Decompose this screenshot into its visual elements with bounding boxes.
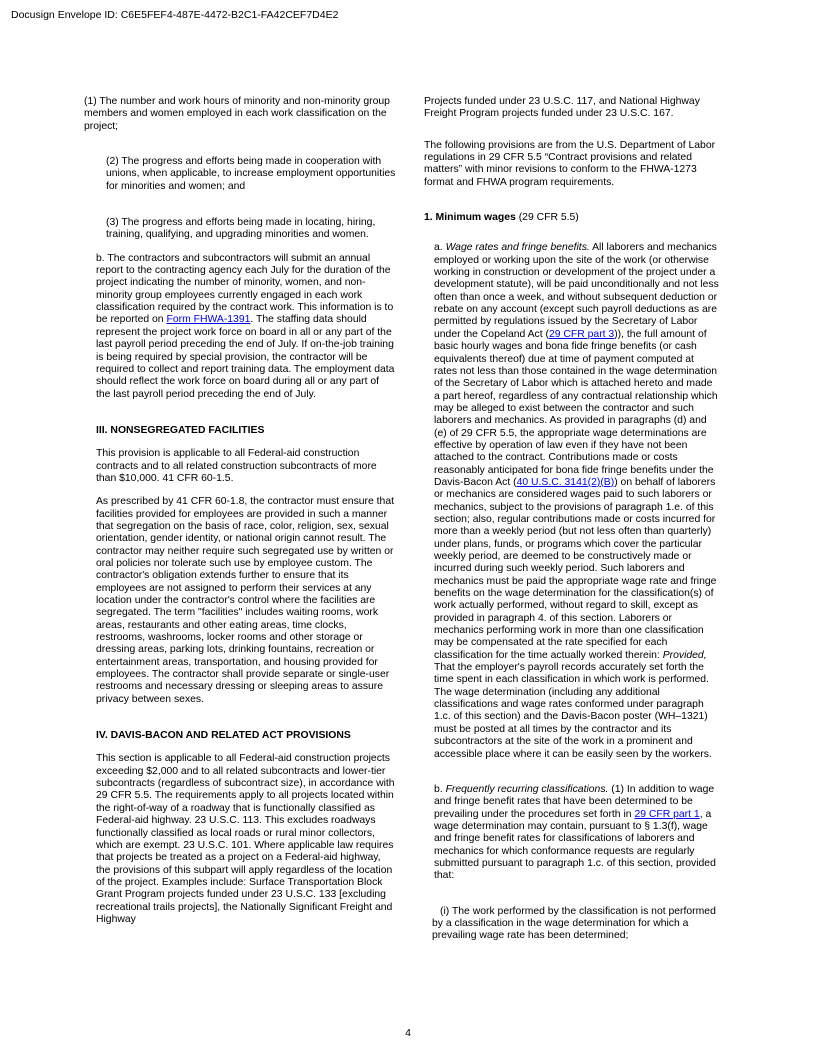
heading-nonsegregated-facilities: III. NONSEGREGATED FACILITIES [96, 424, 265, 436]
heading-davis-bacon: IV. DAVIS-BACON AND RELATED ACT PROVISIONS [96, 730, 351, 742]
paragraph-dol-provisions: The following provisions are from the U.S. Department of Labor regulations in 29 CFR 5.5 “Contract provisions and related matters” with minor revisions to conform to the FHWA-1273 format and FHWA program requirements. [424, 139, 716, 188]
right-column [424, 96, 719, 943]
paragraph-b-title: Frequently recurring classifications. [445, 783, 609, 795]
page-number: 4 [405, 1027, 411, 1039]
paragraph-applicability: This provision is applicable to all Federal-aid construction contracts and to all related construction subcontracts of more than $10,000. 41 CFR 60-1.5. [96, 448, 377, 484]
form-fhwa-1391-link[interactable]: Form FHWA-1391 [166, 314, 251, 326]
40-usc-3141-link[interactable]: 40 U.S.C. 3141(2)(B) [516, 476, 615, 488]
heading-minimum-wages [424, 212, 719, 224]
paragraph-a-text-2: )), the full amount of basic hourly wages and bona fide fringe benefits (or cash equivalents thereof) due at time of payment computed at rates not less than those contained in the wage determination of the Secretary of Labor which is attached hereto and made a part hereof, regardless of any contractual relationship which may be alleged to exist between the contractor and such laborers and mechanics. As provided in paragraphs (d) and (e) of 29 CFR 5.5, the appropriate wage determinations are effective by operation of law even if they have not been attached to the contract. Contributions made or costs reasonably anticipated for bona fide fringe benefits under the Davis-Bacon Act ( [434, 328, 718, 488]
paragraph-facilities: As prescribed by 41 CFR 60-1.8, the contractor must ensure that facilities provided for employees are provided in such a manner that segregation on the basis of race, color, religion, sex, sexual orientation, gender identity, or national origin cannot result. The contractor may neither require such segregated use by written or oral policies nor tolerate such use by employee custom. The contractor's obligation extends further to ensure that its employees are not assigned to perform their services at any location under the contractor's control where the facilities are segregated. The term "facilities" includes waiting rooms, work areas, restaurants and other eating areas, time clocks, restrooms, washrooms, locker rooms and other storage or dressing areas, parking lots, drinking fountains, recreation or entertainment areas, transportation, and housing provided for employees. The contractor shall provide separate or single-user restrooms and necessary dressing or sleeping areas to assure privacy between sexes. [96, 496, 395, 705]
paragraph-projects-funded: Projects funded under 23 U.S.C. 117, and National Highway Freight Program projects funded under 23 U.S.C. 167. [424, 96, 700, 120]
paragraph-a-text-1: All laborers and mechanics employed or working upon the site of the work (or otherwise working in construction or development of the project under a development statute), will be paid unconditionally and not less often than once a week, and without subsequent deduction or rebate on any account (except such payroll deductions as are permitted by regulations issued by the Secretary of Labor under the Copeland Act ( [434, 242, 719, 340]
paragraph-a-title: Wage rates and fringe benefits. [445, 242, 590, 254]
paragraph-b-label: b. [434, 783, 443, 795]
paragraph-b-text-1: (1) In addition to wage and fringe benefit rates that have been determined to be prevailing under the procedures set forth in [434, 783, 715, 820]
paragraph-a-text-4: That the employer's payroll records accurately set forth the time spent in each classification in which work is performed. The wage determination (including any additional classifications and wage rates conformed under paragraph 1.c. of this section) and the Davis-Bacon poster (WH–1321) must be posted at all times by the contractor and its subcontractors at the site of the work in a prominent and accessible place where it can be easily seen by the workers. [434, 662, 712, 760]
29-cfr-part-3-link[interactable]: 29 CFR part 3 [548, 328, 615, 340]
paragraph-a-label: a. [434, 242, 443, 254]
paragraph-b-recurring-classifications [424, 784, 719, 883]
paragraph-b-text-end: . The staffing data should represent the project work force on board in all or any part of the last payroll period preceding the end of July. If on-the-job training is being required by special provision, the contractor will be required to collect and report training data. The employment data should reflect the work force on board during all or any part of the last payroll period preceding the end of July. [96, 314, 395, 400]
paragraph-2-union-progress: (2) The progress and efforts being made in cooperation with unions, when applicable, to increase employment opportunities for minorities and women; and [106, 156, 396, 192]
heading-minimum-wages-bold: 1. Minimum wages [424, 212, 516, 224]
paragraph-davis-bacon-applicability: This section is applicable to all Federal-aid construction projects exceeding $2,000 and to all related subcontracts and lower-tier subcontracts (regardless of subcontract size), in accordance with 29 CFR 5.5. The requirements apply to all projects located within the right-of-way of a roadway that is functionally classified as Federal-aid highway. 23 U.S.C. 113. This excludes roadways functionally classified as local roads or rural minor collectors, which are exempt. 23 U.S.C. 101. Where applicable law requires that projects be treated as a project on a Federal-aid highway, the provisions of this subpart will apply regardless of the location of the project. Examples include: Surface Transportation Block Grant Program projects funded under 23 U.S.C. 133 [excluding recreational trails projects], the Nationally Significant Freight and Highway [96, 753, 395, 925]
paragraph-b-annual-report [96, 253, 396, 401]
paragraph-b-text-2: , a wage determination may contain, pursuant to § 1.3(f), wage and fringe benefit rates for classifications of laborers and mechanics for which conformance requests are regularly submitted pursuant to paragraph 1.c. of this section, provided that: [434, 808, 716, 882]
left-column [84, 96, 396, 926]
envelope-id: Docusign Envelope ID: C6E5FEF4-487E-4472-B2C1-FA42CEF7D4E2 [11, 9, 339, 21]
paragraph-a-text-3: ) on behalf of laborers or mechanics are considered wages paid to such laborers or mechanics, subject to the provisions of paragraph 1.e. of this section; also, regular contributions made or costs incurred for more than a weekly period (but not less often than quarterly) under plans, funds, or programs which cover the particular weekly period, are deemed to be constructively made or incurred during such weekly period. Such laborers and mechanics must be paid the appropriate wage rate and fringe benefits on the wage determination for the classification(s) of work actually performed, without regard to skill, except as provided in paragraph 4. of this section. Laborers or mechanics performing work in more than one classification may be compensated at the rate specified for each classification for the time actually worked therein: [434, 476, 717, 661]
paragraph-1-minority-hours: (1) The number and work hours of minority and non-minority group members and women employed in each work classification on the project; [84, 96, 390, 132]
paragraph-b-text-start: b. The contractors and subcontractors will submit an annual report to the contracting agency each July for the duration of the project indicating the number of minority, women, and non-minority group employees currently engaged in each work classification required by the contract work. This information is to be reported on [96, 252, 394, 326]
heading-minimum-wages-cite: (29 CFR 5.5) [515, 212, 579, 224]
paragraph-a-wage-rates [424, 242, 719, 760]
paragraph-a-provided: Provided, [662, 649, 707, 661]
paragraph-3-hiring-progress: (3) The progress and efforts being made in locating, hiring, training, qualifying, and upgrading minorities and women. [106, 217, 376, 241]
29-cfr-part-1-link[interactable]: 29 CFR part 1 [634, 808, 700, 820]
paragraph-i-work-performed: (i) The work performed by the classification is not performed by a classification in the wage determination for which a prevailing wage rate has been determined; [432, 905, 716, 942]
